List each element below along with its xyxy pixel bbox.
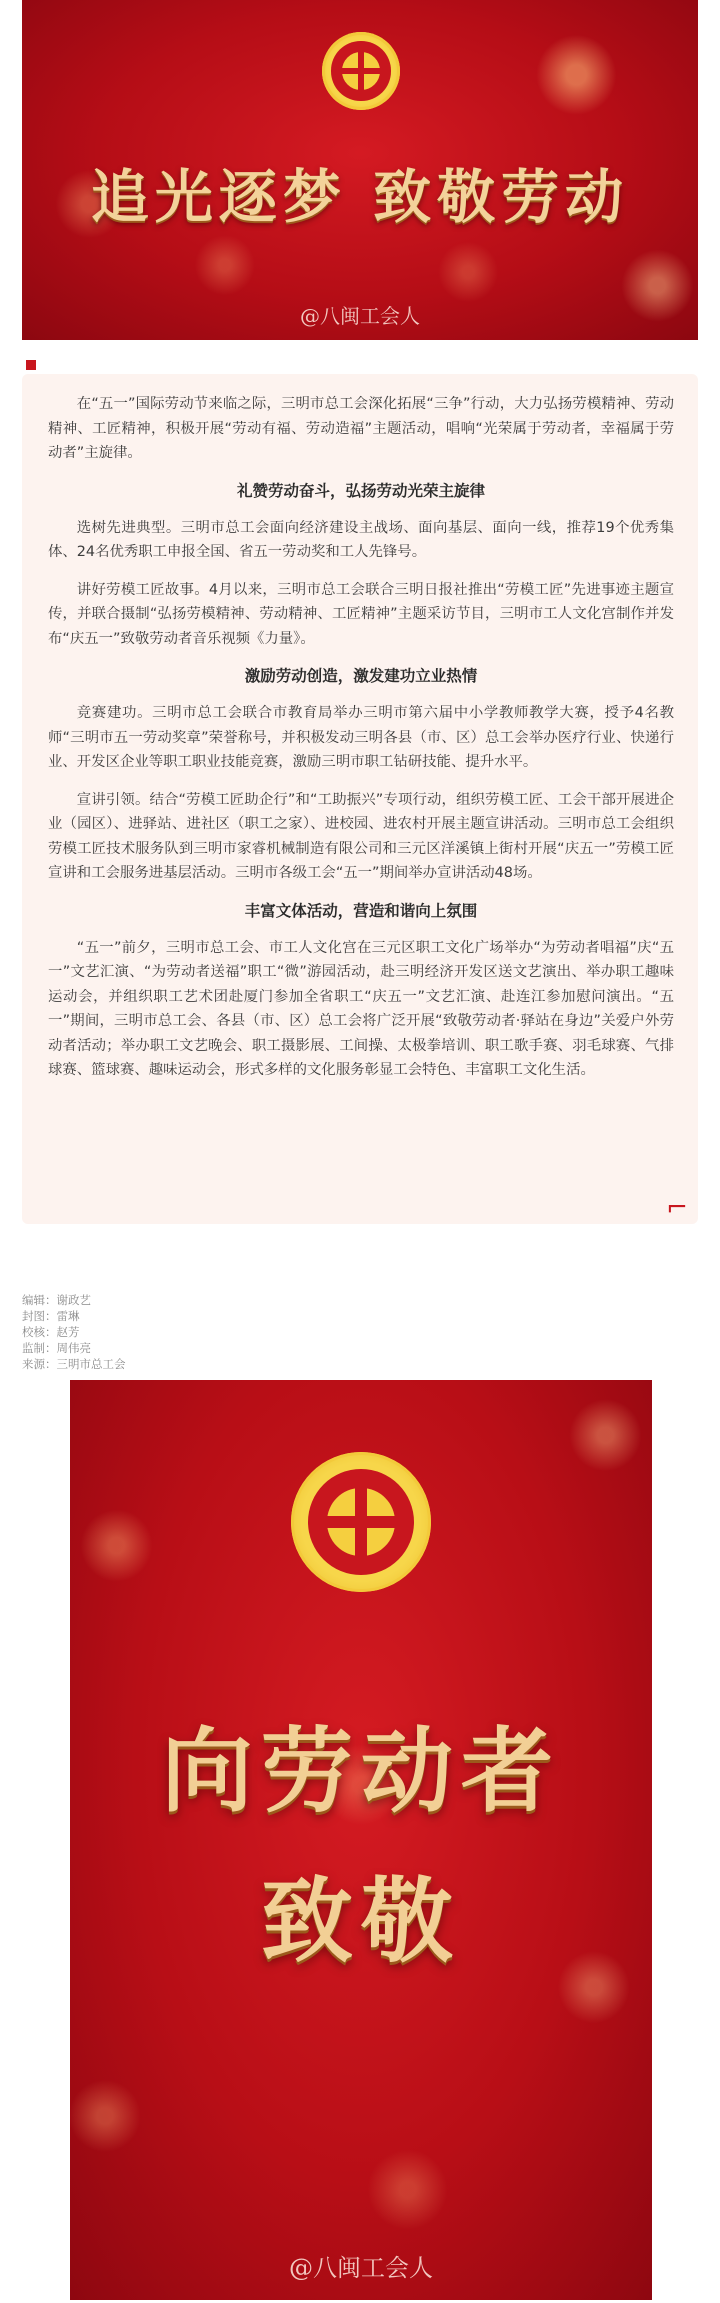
poster-title-line1: 向劳动者: [160, 1717, 561, 1825]
credit-proofreader: 校核：赵芳: [22, 1325, 80, 1339]
section-heading: 激励劳动创造，激发建功立业热情: [244, 667, 478, 685]
poster-title-line2: 致敬: [260, 1867, 461, 1975]
credit-editor: 编辑：谢政艺: [22, 1293, 91, 1307]
article-paragraph: 选树先进典型。三明市总工会面向经济建设主战场、面向基层、面向一线，推荐19个优秀集体、24名优秀职工申报全国、省五一劳动奖和工人先锋号。: [48, 519, 674, 560]
article-body: [48, 392, 674, 1096]
credit-cover: 封图：雷琳: [22, 1309, 80, 1323]
decorative-corner-icon: ⌐: [666, 1193, 688, 1223]
article-paragraph: 讲好劳模工匠故事。4月以来，三明市总工会联合三明日报社推出“劳模工匠”先进事迹主题宣传，并联合摄制“弘扬劳模精神、劳动精神、工匠精神”主题采访节目，三明市工人文化宫制作并发布“庆五一”致敬劳动者音乐视频《力量》。: [48, 581, 674, 647]
article-paragraph: 宣讲引领。结合“劳模工匠助企行”和“工助振兴”专项行动，组织劳模工匠、工会干部开展进企业（园区）、进驿站、进社区（职工之家）、进校园、进农村开展主题宣讲活动。三明市总工会组织劳模工匠技术服务队到三明市家睿机械制造有限公司和三元区洋溪镇上街村开展“庆五一”劳模工匠宣讲和工会服务进基层活动。三明市各级工会“五一”期间举办宣讲活动48场。: [48, 791, 674, 881]
banner-title: 追光逐梦 致敬劳动: [90, 163, 630, 231]
article-paragraph: 在“五一”国际劳动节来临之际，三明市总工会深化拓展“三争”行动，大力弘扬劳模精神、劳动精神、工匠精神，积极开展“劳动有福、劳动造福”主题活动，唱响“光荣属于劳动者，幸福属于劳动者”主旋律。: [48, 396, 674, 461]
article-paragraph: “五一”前夕，三明市总工会、市工人文化宫在三元区职工文化广场举办“为劳动者唱福”庆“五一”文艺汇演、“为劳动者送福”职工“微”游园活动，赴三明经济开发区送文艺演出、举办职工趣味运动会，并组织职工艺术团赴厦门参加全省职工“庆五一”文艺汇演、赴连江参加慰问演出。“五一”期间，三明市总工会、各县（市、区）总工会将广泛开展“致敬劳动者·驿站在身边”关爱户外劳动者活动；举办职工文艺晚会、职工摄影展、工间操、太极拳培训、职工歌手赛、羽毛球赛、气排球赛、篮球赛、趣味运动会，形式多样的文化服务彰显工会特色、丰富职工文化生活。: [48, 939, 674, 1078]
poster-watermark: @八闽工会人: [289, 2254, 433, 2282]
header-banner: [22, 0, 698, 340]
section-heading: 礼赞劳动奋斗，弘扬劳动光荣主旋律: [236, 481, 485, 500]
credit-source: 来源：三明市总工会: [22, 1357, 126, 1371]
article-paragraph: 竞赛建功。三明市总工会联合市教育局举办三明市第六届中小学教师教学大赛，授予4名教师“三明市五一劳动奖章”荣誉称号，并积极发动三明各县（市、区）总工会举办医疗行业、快递行业、开发区企业等职工职业技能竞赛，激励三明市职工钻研技能、提升水平。: [48, 705, 674, 770]
footer-poster: [70, 1380, 652, 2300]
section-heading: 丰富文体活动，营造和谐向上氛围: [244, 901, 478, 920]
credit-supervisor: 监制：周伟亮: [22, 1341, 91, 1355]
trade-union-emblem-icon: [322, 32, 400, 110]
banner-watermark: @八闽工会人: [300, 304, 420, 328]
section-marker-icon: [26, 360, 36, 370]
trade-union-emblem-icon: [291, 1452, 431, 1592]
article-credits: [22, 1292, 126, 1372]
